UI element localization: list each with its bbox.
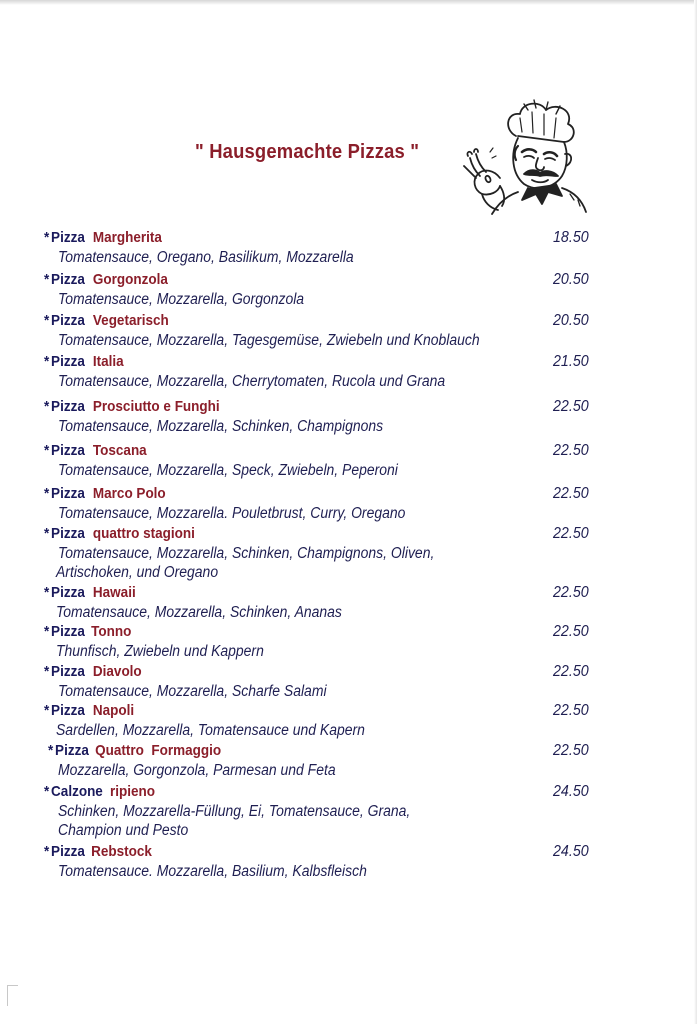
item-type: Pizza [51,229,85,246]
menu-item [44,662,604,701]
item-name: Prosciutto e Funghi [92,398,220,415]
item-description: Mozzarella, Gorgonzola, Parmesan und Feta [58,762,336,779]
item-heading [44,524,548,544]
item-heading [44,397,548,417]
item-price: 22.50 [553,663,589,680]
item-heading [44,622,548,642]
menu-item [44,583,604,622]
item-name: Hawaii [92,584,136,601]
item-type: Pizza [55,742,89,759]
menu-item [44,782,604,840]
item-type: Pizza [51,353,85,370]
item-type: Pizza [51,702,85,719]
item-description: Thunfisch, Zwiebeln und Kappern [56,643,264,660]
item-heading [44,441,548,461]
item-heading [44,782,548,802]
item-type: Pizza [51,623,85,640]
item-price: 20.50 [553,271,589,288]
item-name: Diavolo [92,663,142,680]
item-type: Pizza [51,442,85,459]
menu-item [44,484,604,523]
item-description: Tomatensauce, Mozzarella, Schinken, Champignons, Oliven, [58,545,435,562]
item-price: 20.50 [553,312,589,329]
item-heading [44,583,548,603]
item-description: Tomatensauce, Mozzarella, Gorgonzola [58,291,305,308]
item-description: Tomatensauce, Mozzarella, Cherrytomaten, Rucola und Grana [58,373,446,390]
menu-item [44,622,604,661]
item-marker: * [44,271,50,288]
item-name: Gorgonzola [92,271,168,288]
item-marker: * [44,229,50,246]
item-heading [44,842,548,862]
item-type: Calzone [51,783,103,800]
item-heading [44,228,548,248]
item-type: Pizza [51,584,85,601]
item-name: Toscana [92,442,147,459]
item-type: Pizza [51,312,85,329]
item-marker: * [44,783,50,800]
item-price: 24.50 [553,843,589,860]
item-heading [44,352,548,372]
item-description: Sardellen, Mozzarella, Tomatensauce und Kapern [56,722,365,739]
item-name: Tonno [91,623,132,640]
item-price: 21.50 [553,353,589,370]
item-marker: * [44,353,50,370]
item-price: 18.50 [553,229,589,246]
item-description: Tomatensauce, Mozzarella, Scharfe Salami [58,683,327,700]
item-price: 24.50 [553,783,589,800]
item-marker: * [44,584,50,601]
menu-item [44,441,604,480]
item-heading [44,701,548,721]
item-price: 22.50 [553,398,589,415]
item-heading [44,270,548,290]
item-description: Schinken, Mozzarella-Füllung, Ei, Tomatensauce, Grana, [58,803,411,820]
item-description: Tomatensauce, Mozzarella, Schinken, Ananas [56,604,342,621]
item-name: Margherita [92,229,162,246]
item-description: Tomatensauce, Mozzarella, Tagesgemüse, Zwiebeln und Knoblauch [58,332,480,349]
item-type: Pizza [51,525,85,542]
item-type: Pizza [51,271,85,288]
item-marker: * [44,525,50,542]
scan-corner-mark [7,985,18,1006]
item-type: Pizza [51,485,85,502]
item-description: Tomatensauce, Mozzarella, Schinken, Champignons [58,418,384,435]
item-marker: * [44,442,50,459]
item-description: Tomatensauce, Mozzarella. Pouletbrust, Curry, Oregano [58,505,406,522]
item-price: 22.50 [553,702,589,719]
item-marker: * [44,663,50,680]
item-name: quattro stagioni [92,525,195,542]
item-name: Napoli [92,702,135,719]
item-price: 22.50 [553,623,589,640]
item-marker: * [48,742,54,759]
item-name: Vegetarisch [92,312,169,329]
item-description: Tomatensauce, Mozzarella, Speck, Zwiebeln, Peperoni [58,462,398,479]
item-type: Pizza [51,663,85,680]
item-heading [48,741,552,761]
menu-item [44,397,604,436]
menu-item [44,270,604,309]
item-type: Pizza [51,398,85,415]
menu-item [44,228,604,267]
item-marker: * [44,398,50,415]
page-title: " Hausgemachte Pizzas " [195,141,420,163]
item-price: 22.50 [553,442,589,459]
menu-item [44,842,604,881]
item-type: Pizza [51,843,85,860]
menu-item [48,741,608,780]
item-heading [44,662,548,682]
item-description: Tomatensauce. Mozzarella, Basilium, Kalbsfleisch [58,863,367,880]
menu-item [44,311,604,350]
item-heading [44,484,548,504]
item-price: 22.50 [553,742,589,759]
item-heading [44,311,548,331]
item-marker: * [44,485,50,502]
item-marker: * [44,623,50,640]
menu-item [44,701,604,740]
item-description: Tomatensauce, Oregano, Basilikum, Mozzarella [58,249,354,266]
item-name: Rebstock [91,843,152,860]
menu-item [44,352,604,391]
item-description-continued: Champion und Pesto [58,822,189,839]
item-name: Quattro Formaggio [95,742,222,759]
item-marker: * [44,702,50,719]
item-price: 22.50 [553,485,589,502]
item-marker: * [44,312,50,329]
item-description-continued: Artischoken, und Oregano [56,564,219,581]
item-price: 22.50 [553,525,589,542]
item-name: Italia [92,353,124,370]
item-price: 22.50 [553,584,589,601]
menu-item [44,524,604,582]
item-marker: * [44,843,50,860]
item-name: ripieno [110,783,156,800]
item-name: Marco Polo [92,485,166,502]
